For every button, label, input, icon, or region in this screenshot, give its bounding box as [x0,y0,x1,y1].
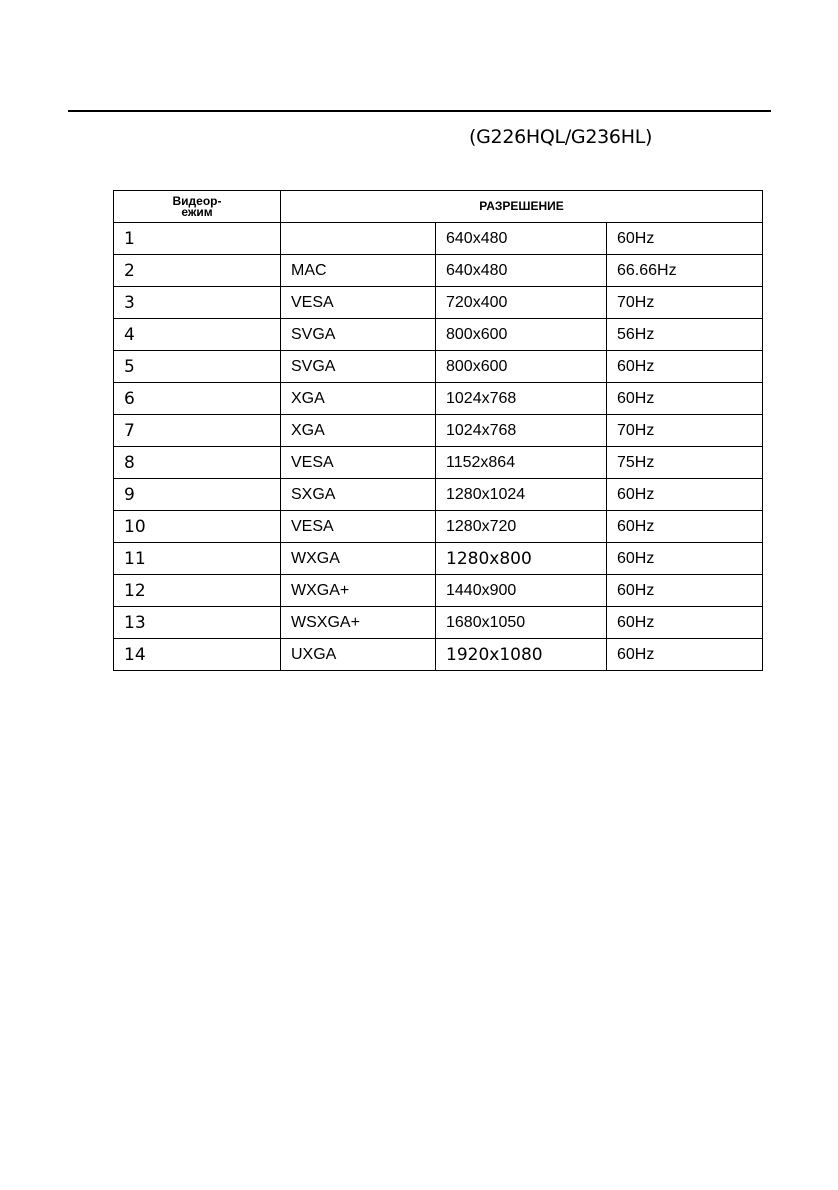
video-modes-table [113,190,763,671]
cell-refresh-rate: 60Hz [607,543,763,575]
cell-mode: 8 [114,447,281,479]
cell-resolution: 720x400 [436,287,607,319]
cell-mode: 5 [114,351,281,383]
table-body [114,223,763,671]
table-row [114,511,763,543]
top-horizontal-rule [68,110,771,112]
table-row [114,479,763,511]
cell-resolution: 800x600 [436,319,607,351]
table-row [114,607,763,639]
table-row [114,223,763,255]
table-row [114,447,763,479]
header-resolution: РАЗРЕШЕНИЕ [281,191,763,223]
cell-refresh-rate: 60Hz [607,511,763,543]
cell-mode: 13 [114,607,281,639]
cell-refresh-rate: 60Hz [607,639,763,671]
model-title: (G226HQL/G236HL) [469,126,653,148]
cell-resolution: 1152x864 [436,447,607,479]
cell-refresh-rate: 56Hz [607,319,763,351]
cell-refresh-rate: 60Hz [607,607,763,639]
cell-resolution: 1024x768 [436,415,607,447]
table-row [114,287,763,319]
cell-standard: MAC [281,255,436,287]
cell-resolution: 800x600 [436,351,607,383]
header-video-mode [114,191,281,223]
cell-standard: XGA [281,383,436,415]
cell-standard: SVGA [281,351,436,383]
cell-standard: SVGA [281,319,436,351]
table-header-row [114,191,763,223]
header-video-mode-label: Видеор-ежим [172,193,222,219]
cell-refresh-rate: 60Hz [607,479,763,511]
table-row [114,319,763,351]
table-row [114,575,763,607]
cell-standard [281,223,436,255]
cell-resolution: 640x480 [436,255,607,287]
cell-refresh-rate: 60Hz [607,223,763,255]
cell-standard: VESA [281,511,436,543]
cell-mode: 9 [114,479,281,511]
cell-refresh-rate: 70Hz [607,415,763,447]
cell-resolution: 1280x800 [436,543,607,575]
cell-mode: 3 [114,287,281,319]
table-row [114,415,763,447]
table-row [114,351,763,383]
cell-refresh-rate: 60Hz [607,351,763,383]
cell-standard: VESA [281,287,436,319]
cell-refresh-rate: 60Hz [607,575,763,607]
table-row [114,543,763,575]
cell-resolution: 1024x768 [436,383,607,415]
cell-mode: 4 [114,319,281,351]
cell-refresh-rate: 70Hz [607,287,763,319]
cell-mode: 11 [114,543,281,575]
cell-standard: VESA [281,447,436,479]
cell-refresh-rate: 60Hz [607,383,763,415]
cell-resolution: 1280x1024 [436,479,607,511]
cell-resolution: 1680x1050 [436,607,607,639]
cell-resolution: 1920x1080 [436,639,607,671]
cell-mode: 7 [114,415,281,447]
cell-standard: XGA [281,415,436,447]
table-row [114,383,763,415]
cell-standard: WXGA+ [281,575,436,607]
cell-standard: UXGA [281,639,436,671]
cell-mode: 12 [114,575,281,607]
cell-refresh-rate: 75Hz [607,447,763,479]
cell-standard: SXGA [281,479,436,511]
table-row [114,255,763,287]
cell-mode: 10 [114,511,281,543]
cell-mode: 14 [114,639,281,671]
cell-resolution: 1280x720 [436,511,607,543]
cell-mode: 2 [114,255,281,287]
cell-standard: WSXGA+ [281,607,436,639]
cell-refresh-rate: 66.66Hz [607,255,763,287]
cell-resolution: 1440x900 [436,575,607,607]
table-row [114,639,763,671]
cell-mode: 1 [114,223,281,255]
cell-mode: 6 [114,383,281,415]
cell-resolution: 640x480 [436,223,607,255]
cell-standard: WXGA [281,543,436,575]
